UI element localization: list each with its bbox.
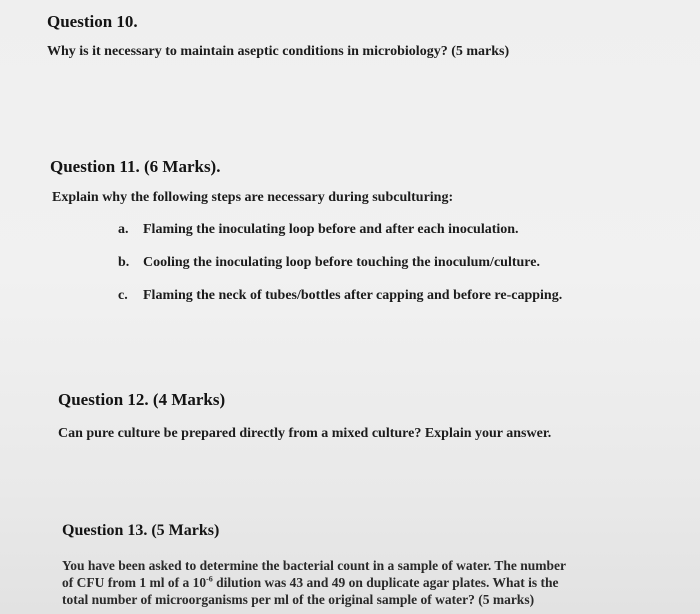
question-12-text: Can pure culture be prepared directly from a mixed culture? Explain your answer. (58, 426, 552, 441)
question-13-line-2-start: of CFU from 1 ml of a 10 (62, 575, 207, 590)
question-11-heading: Question 11. (6 Marks). (50, 157, 221, 176)
exponent: -6 (206, 574, 213, 584)
question-11-item-c (118, 288, 562, 304)
question-13-line-1: You have been asked to determine the bacterial count in a sample of water. The number (62, 558, 566, 573)
question-11-text: Explain why the following steps are necessary during subculturing: (52, 190, 454, 205)
list-marker: a. (118, 222, 129, 237)
question-11-item-a (118, 222, 519, 238)
list-marker: b. (118, 255, 130, 270)
list-item-text: Cooling the inoculating loop before touching the inoculum/culture. (143, 255, 540, 270)
list-item-text: Flaming the inoculating loop before and after each inoculation. (143, 222, 519, 237)
question-12-heading: Question 12. (4 Marks) (58, 390, 226, 409)
question-13-line-2-end: dilution was 43 and 49 on duplicate agar plates. What is the (212, 575, 559, 590)
question-13-line-2 (62, 574, 642, 591)
question-13-line-3: total number of microorganisms per ml of the original sample of water? (5 marks) (62, 592, 535, 607)
question-11-item-b (118, 255, 540, 271)
question-10-heading: Question 10. (47, 12, 138, 31)
question-13-heading: Question 13. (5 Marks) (62, 522, 220, 539)
list-item-text: Flaming the neck of tubes/bottles after capping and before re-capping. (143, 288, 563, 303)
list-marker: c. (118, 288, 128, 303)
question-10-text: Why is it necessary to maintain aseptic conditions in microbiology? (5 marks) (47, 44, 510, 59)
question-13-text (62, 557, 642, 608)
